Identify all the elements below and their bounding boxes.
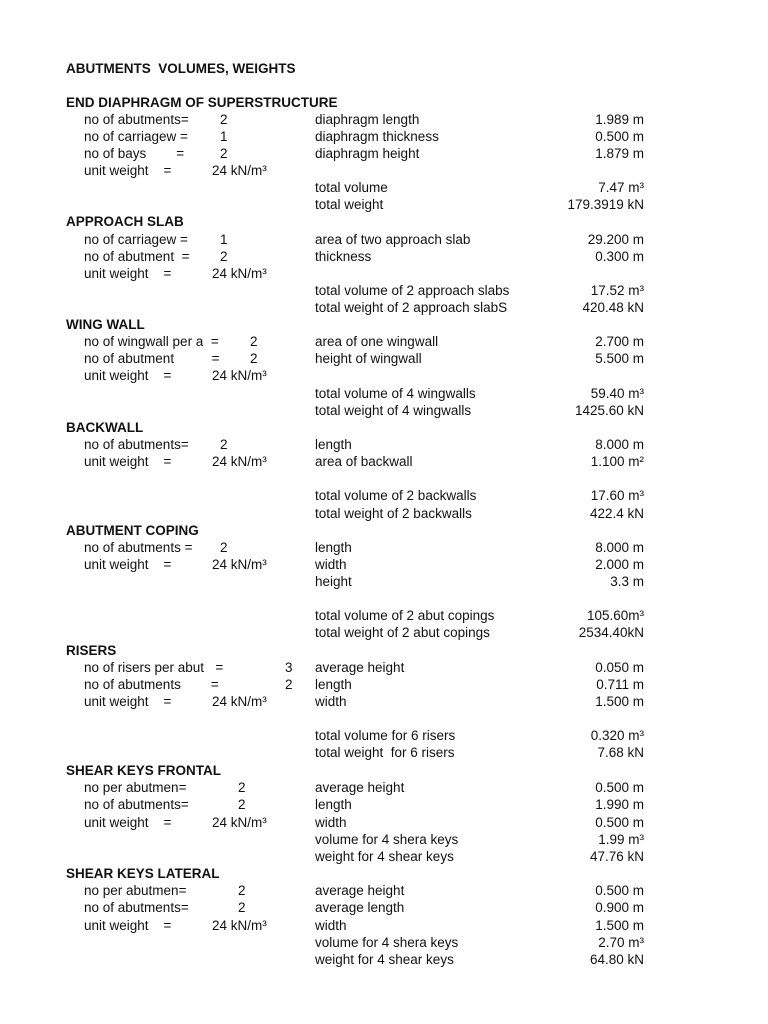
param-value: 3 [285, 660, 293, 675]
calc-value: 64.80 kN [589, 952, 644, 967]
calc-value: 0.500 m [595, 129, 644, 144]
calc-value: 2.70 m³ [598, 935, 644, 950]
param-value: 2 [238, 780, 246, 795]
calc-label: total weight for 6 risers [315, 745, 455, 760]
calc-value: 1.989 m [595, 112, 644, 127]
param-value: 2 [238, 883, 246, 898]
calc-value: 47.76 kN [589, 849, 644, 864]
section-heading-backwall: BACKWALL [66, 420, 144, 435]
param-value: 24 kN/m³ [212, 163, 267, 178]
calc-label: area of two approach slab [315, 232, 471, 247]
param-value: 2 [285, 677, 293, 692]
calc-label: volume for 4 shera keys [315, 832, 459, 847]
calc-value: 1.990 m [595, 797, 644, 812]
calc-label: thickness [315, 249, 372, 264]
calc-value: 1.99 m³ [598, 832, 644, 847]
section-heading-shear-keys-frontal: SHEAR KEYS FRONTAL [66, 763, 222, 778]
section-heading-end-diaphragm: END DIAPHRAGM OF SUPERSTRUCTURE [66, 95, 338, 110]
param-label: unit weight = [84, 163, 172, 178]
calc-label: width [315, 557, 347, 572]
param-value: 24 kN/m³ [212, 918, 267, 933]
param-value: 24 kN/m³ [212, 815, 267, 830]
calc-label: weight for 4 shear keys [315, 849, 454, 864]
calc-value: 59.40 m³ [590, 386, 644, 401]
section-heading-wing-wall: WING WALL [66, 317, 145, 332]
param-value: 24 kN/m³ [212, 266, 267, 281]
param-value: 2 [220, 146, 228, 161]
calc-label: average height [315, 660, 405, 675]
calc-value: 1425.60 kN [574, 403, 644, 418]
section-heading-approach-slab: APPROACH SLAB [66, 214, 184, 229]
param-label: no of abutments= [84, 797, 189, 812]
calc-label: total volume for 6 risers [315, 728, 456, 743]
param-value: 24 kN/m³ [212, 368, 267, 383]
param-label: no per abutmen= [84, 780, 187, 795]
calc-label: width [315, 815, 347, 830]
section-heading-shear-keys-lateral: SHEAR KEYS LATERAL [66, 866, 220, 881]
calc-value: 3.3 m [610, 574, 644, 589]
param-label: no of abutments = [84, 677, 219, 692]
param-label: unit weight = [84, 694, 172, 709]
param-value: 2 [250, 334, 258, 349]
param-label: no of bays = [84, 146, 185, 161]
calc-label: height [315, 574, 352, 589]
calc-label: average height [315, 883, 405, 898]
calc-value: 0.320 m³ [590, 728, 644, 743]
param-value: 2 [238, 797, 246, 812]
param-label: no of abutments= [84, 900, 189, 915]
calc-label: length [315, 540, 352, 555]
calc-value: 7.68 kN [597, 745, 644, 760]
param-value: 24 kN/m³ [212, 557, 267, 572]
calc-label: average length [315, 900, 405, 915]
calc-label: total weight of 2 abut copings [315, 625, 490, 640]
calc-label: diaphragm height [315, 146, 420, 161]
param-label: no of carriagew = [84, 129, 188, 144]
calc-value: 0.711 m [596, 677, 644, 692]
calc-label: volume for 4 shera keys [315, 935, 459, 950]
param-label: unit weight = [84, 266, 172, 281]
param-value: 2 [220, 249, 228, 264]
calc-value: 420.48 kN [582, 300, 644, 315]
calc-value: 0.300 m [595, 249, 644, 264]
calc-value: 0.500 m [595, 883, 644, 898]
calc-label: total weight [315, 197, 384, 212]
calc-label: total weight of 2 approach slabS [315, 300, 508, 315]
param-label: unit weight = [84, 454, 172, 469]
calc-value: 0.500 m [595, 780, 644, 795]
calc-value: 2.000 m [595, 557, 644, 572]
param-label: no of abutments = [84, 540, 193, 555]
param-label: no of risers per abut = [84, 660, 224, 675]
calc-label: length [315, 677, 352, 692]
calc-label: width [315, 918, 347, 933]
calc-label: total volume of 2 backwalls [315, 488, 477, 503]
param-value: 1 [220, 129, 228, 144]
calc-value: 179.3919 kN [567, 197, 644, 212]
param-value: 2 [220, 112, 228, 127]
calc-value: 105.60m³ [586, 608, 644, 623]
calc-value: 422.4 kN [589, 506, 644, 521]
calc-label: diaphragm thickness [315, 129, 439, 144]
calc-value: 5.500 m [595, 351, 644, 366]
calc-label: area of one wingwall [315, 334, 439, 349]
calc-label: total weight of 4 wingwalls [315, 403, 472, 418]
param-label: no per abutmen= [84, 883, 187, 898]
param-label: no of carriagew = [84, 232, 188, 247]
calc-value: 8.000 m [595, 437, 644, 452]
param-value: 2 [238, 900, 246, 915]
param-value: 2 [220, 540, 228, 555]
calc-value: 29.200 m [587, 232, 644, 247]
param-value: 2 [250, 351, 258, 366]
param-value: 1 [220, 232, 228, 247]
calc-value: 1.879 m [595, 146, 644, 161]
section-heading-abutment-coping: ABUTMENT COPING [66, 523, 199, 538]
calc-label: width [315, 694, 347, 709]
param-value: 2 [220, 437, 228, 452]
calc-label: diaphragm length [315, 112, 420, 127]
calc-value: 17.60 m³ [590, 488, 644, 503]
calc-label: weight for 4 shear keys [315, 952, 454, 967]
param-label: no of abutment = [84, 351, 220, 366]
page-title: ABUTMENTS VOLUMES, WEIGHTS [66, 61, 296, 76]
calc-label: length [315, 797, 352, 812]
param-label: unit weight = [84, 368, 172, 383]
calc-value: 1.500 m [595, 694, 644, 709]
calc-label: total volume [315, 180, 388, 195]
calc-value: 1.100 m² [590, 454, 644, 469]
calc-label: average height [315, 780, 405, 795]
param-label: unit weight = [84, 557, 172, 572]
param-label: no of abutment = [84, 249, 190, 264]
param-label: no of abutments= [84, 437, 189, 452]
calc-value: 2534.40kN [578, 625, 644, 640]
calc-label: total weight of 2 backwalls [315, 506, 472, 521]
calc-label: total volume of 2 approach slabs [315, 283, 510, 298]
calc-value: 1.500 m [595, 918, 644, 933]
calc-value: 0.900 m [595, 900, 644, 915]
calc-value: 8.000 m [595, 540, 644, 555]
calc-label: total volume of 4 wingwalls [315, 386, 476, 401]
section-heading-risers: RISERS [66, 643, 117, 658]
calc-label: length [315, 437, 352, 452]
calc-value: 17.52 m³ [590, 283, 644, 298]
param-label: unit weight = [84, 918, 172, 933]
calc-value: 2.700 m [595, 334, 644, 349]
param-label: no of abutments= [84, 112, 189, 127]
param-label: no of wingwall per a = [84, 334, 219, 349]
calc-value: 7.47 m³ [598, 180, 644, 195]
param-label: unit weight = [84, 815, 172, 830]
calc-label: area of backwall [315, 454, 413, 469]
calc-value: 0.050 m [595, 660, 644, 675]
calc-label: total volume of 2 abut copings [315, 608, 495, 623]
param-value: 24 kN/m³ [212, 454, 267, 469]
calc-label: height of wingwall [315, 351, 422, 366]
param-value: 24 kN/m³ [212, 694, 267, 709]
calc-value: 0.500 m [595, 815, 644, 830]
